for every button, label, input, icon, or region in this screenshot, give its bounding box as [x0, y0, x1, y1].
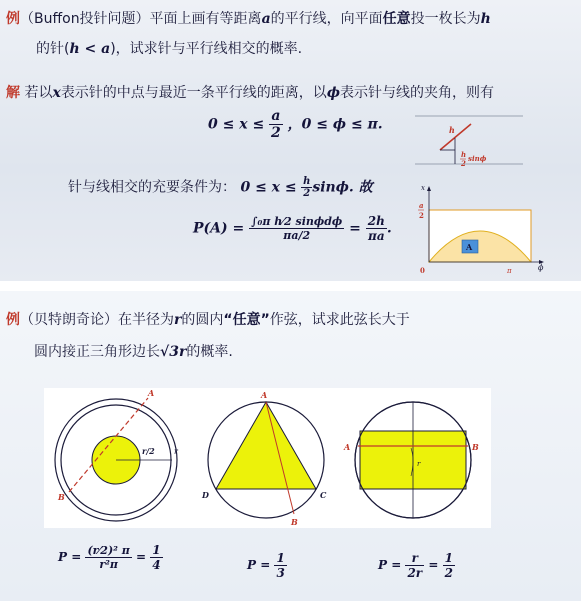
svg-text:π: π: [507, 267, 512, 275]
circle-endpoint-method: [201, 390, 327, 527]
svg-text:2: 2: [419, 211, 424, 220]
svg-text:h: h: [449, 125, 455, 135]
range-formula: 0 ≤ x ≤ $\frac{a}{2}$ ，0 ≤ ϕ ≤ π.: [208, 108, 383, 141]
svg-text:B: B: [472, 442, 479, 452]
solution-line: 解 若以x表示针的中点与最近一条平行线的距离，以ϕ表示针与线的夹角，则有: [6, 85, 494, 101]
needle-line: [440, 124, 471, 150]
example2-line1: 例（贝特朗奇论）在半径为r的圆内“任意”作弦，试求此弦长大于: [6, 312, 410, 328]
svg-text:B: B: [291, 517, 298, 527]
svg-text:2: 2: [461, 159, 466, 168]
region-graph: [413, 180, 553, 277]
probability-formula-2: P = $\frac{1}{3}$: [247, 551, 285, 580]
svg-text:r: r: [417, 460, 421, 468]
condition-line: 针与线相交的充要条件为： 0 ≤ x ≤ $\frac{h}{2}$ sinϕ. 故: [68, 176, 373, 199]
svg-text:h: h: [461, 150, 467, 159]
example1-line1: 例（Buffon投针问题）平面上画有等距离a的平行线，向平面任意投一枚长为h: [6, 11, 491, 27]
slide-buffon: [0, 0, 581, 281]
region-a-label: A: [466, 242, 473, 252]
svg-text:A: A: [148, 388, 155, 398]
solution-label: 解: [6, 85, 20, 101]
example2-line2: 圆内接正三角形边长√3r的概率.: [34, 344, 233, 360]
svg-text:D: D: [202, 490, 209, 500]
bertrand-figures: [44, 388, 491, 528]
svg-text:0: 0: [420, 266, 425, 275]
svg-text:r: r: [174, 447, 178, 456]
svg-text:a: a: [419, 201, 424, 210]
circle-midpoint-method: [55, 388, 179, 521]
svg-text:sinϕ: sinϕ: [468, 154, 487, 163]
probability-formula: P(A) = $\frac{\text{∫₀π h⁄2 sinϕdϕ}}{\pi a/2}$ = $\frac{2h}{\pi a}$ .: [193, 214, 392, 243]
probability-formula-1: P = $\frac{\text{(r⁄2)² π}}{\text{r²π}}$ = $\frac{1}{4}$: [58, 543, 161, 572]
needle-figure: [415, 110, 525, 170]
probability-formula-3: P = $\frac{r}{2r}$ = $\frac{1}{2}$: [378, 551, 453, 580]
svg-text:x: x: [421, 184, 425, 192]
svg-text:C: C: [320, 490, 327, 500]
example1-line2: 的针(h < a)，试求针与平行线相交的概率.: [36, 41, 303, 57]
example-label: 例: [6, 312, 20, 328]
svg-text:ϕ: ϕ: [538, 263, 544, 272]
slide-bertrand: [0, 291, 581, 601]
svg-text:r/2: r/2: [142, 446, 155, 456]
circle-radius-method: [343, 402, 479, 518]
svg-text:A: A: [344, 442, 351, 452]
example-label: 例: [6, 11, 20, 27]
svg-text:B: B: [58, 492, 65, 502]
svg-text:A: A: [261, 390, 268, 400]
